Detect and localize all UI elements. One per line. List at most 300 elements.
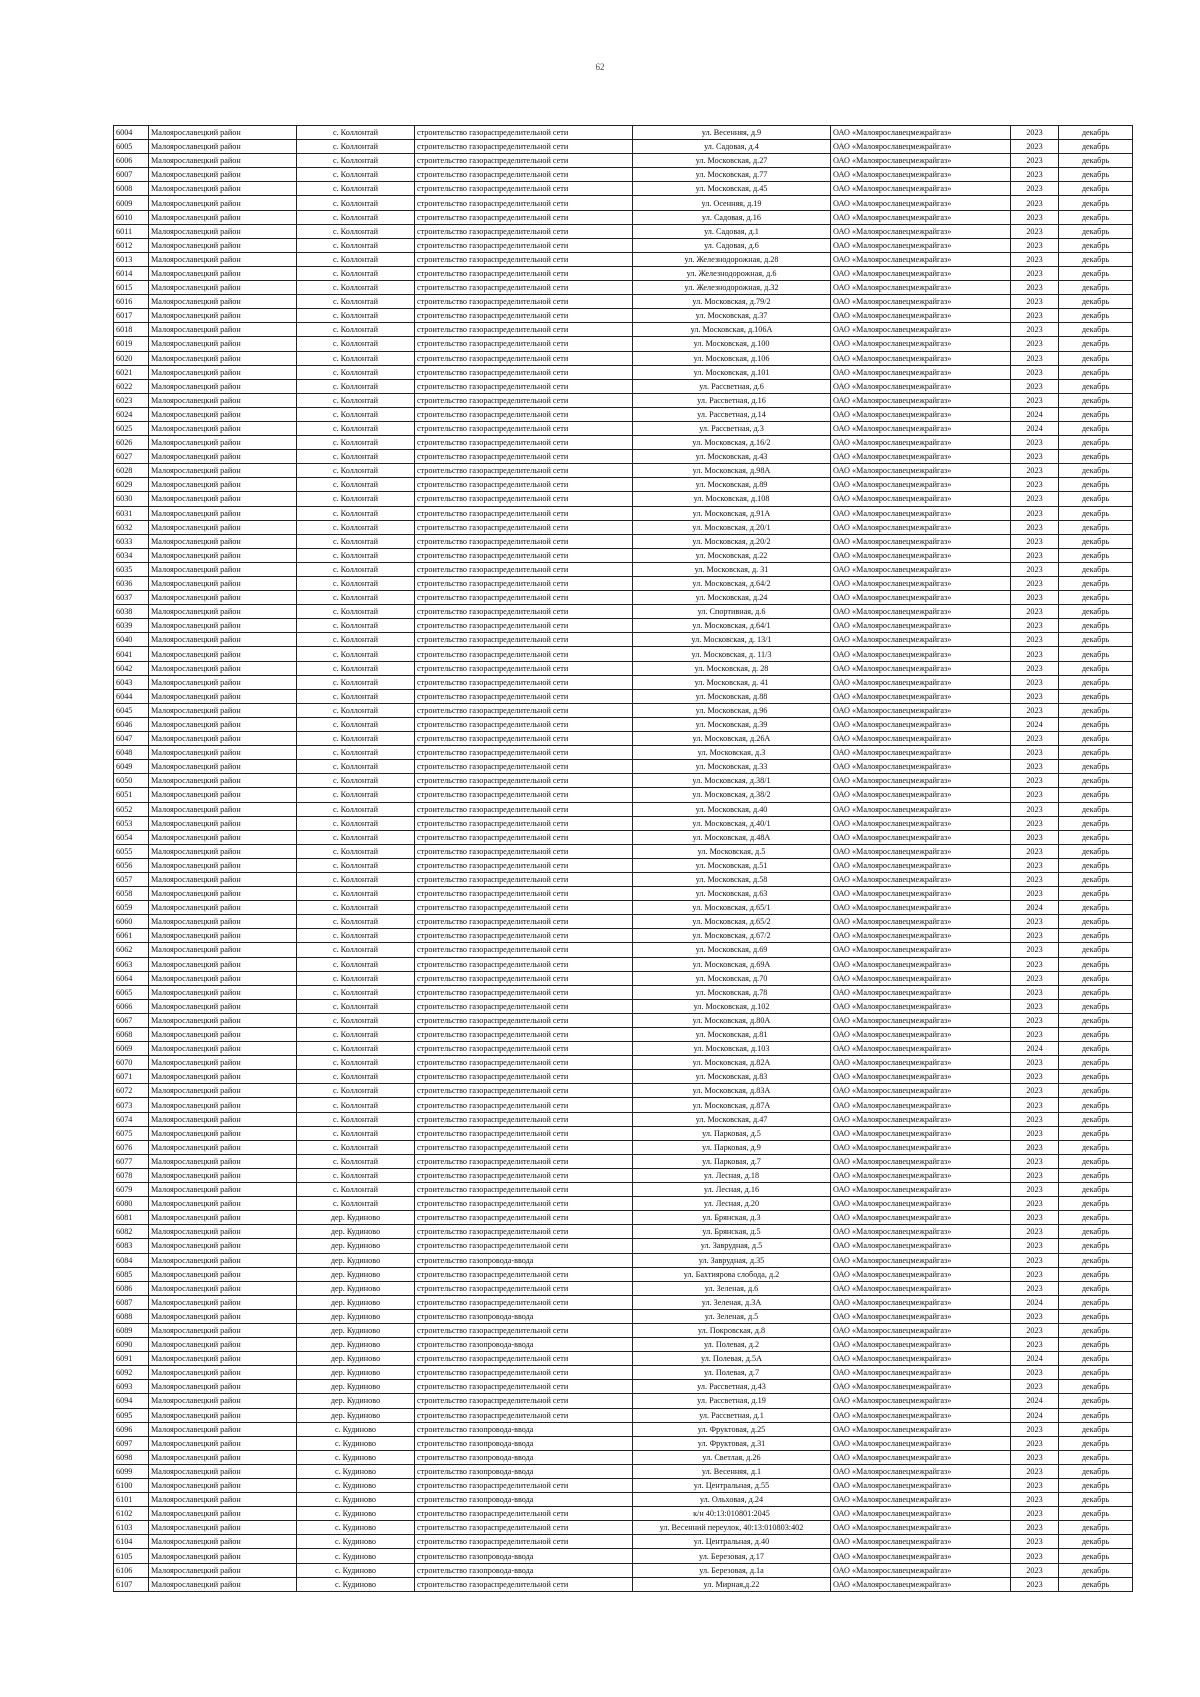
district-cell: Малоярославецкий район	[149, 1352, 297, 1366]
row-number: 6006	[114, 154, 149, 168]
district-cell: Малоярославецкий район	[149, 830, 297, 844]
district-cell: Малоярославецкий район	[149, 436, 297, 450]
organization-cell: ОАО «Малоярославецмежрайгаз»	[831, 887, 1011, 901]
settlement-cell: дер. Кудиново	[297, 1225, 415, 1239]
year-cell: 2023	[1011, 393, 1059, 407]
month-cell: декабрь	[1059, 816, 1133, 830]
address-cell: ул. Московская, д.48А	[633, 830, 831, 844]
year-cell: 2024	[1011, 421, 1059, 435]
row-number: 6039	[114, 619, 149, 633]
row-number: 6097	[114, 1436, 149, 1450]
settlement-cell: дер. Кудиново	[297, 1267, 415, 1281]
year-cell: 2023	[1011, 1267, 1059, 1281]
month-cell: декабрь	[1059, 915, 1133, 929]
table-row	[114, 872, 1133, 886]
address-cell: ул. Московская, д.26А	[633, 732, 831, 746]
year-cell: 2023	[1011, 774, 1059, 788]
table-row	[114, 1253, 1133, 1267]
year-cell: 2023	[1011, 1535, 1059, 1549]
organization-cell: ОАО «Малоярославецмежрайгаз»	[831, 1084, 1011, 1098]
settlement-cell: с. Коллонтай	[297, 281, 415, 295]
settlement-cell: дер. Кудиново	[297, 1366, 415, 1380]
table-row	[114, 675, 1133, 689]
page-number: 62	[595, 62, 605, 72]
organization-cell: ОАО «Малоярославецмежрайгаз»	[831, 1563, 1011, 1577]
row-number: 6071	[114, 1070, 149, 1084]
month-cell: декабрь	[1059, 478, 1133, 492]
address-cell: ул. Московская, д.98А	[633, 464, 831, 478]
work-type-cell: строительство газораспределительной сети	[415, 393, 633, 407]
work-type-cell: строительство газораспределительной сети	[415, 1394, 633, 1408]
district-cell: Малоярославецкий район	[149, 619, 297, 633]
row-number: 6008	[114, 182, 149, 196]
row-number: 6043	[114, 675, 149, 689]
address-cell: ул. Полевая, д.2	[633, 1338, 831, 1352]
month-cell: декабрь	[1059, 182, 1133, 196]
address-cell: ул. Рассветная, д.43	[633, 1380, 831, 1394]
address-cell: ул. Московская, д.96	[633, 703, 831, 717]
month-cell: декабрь	[1059, 393, 1133, 407]
settlement-cell: с. Коллонтай	[297, 872, 415, 886]
table-row	[114, 520, 1133, 534]
row-number: 6026	[114, 436, 149, 450]
address-cell: ул. Рассветная, д.16	[633, 393, 831, 407]
table-row	[114, 1577, 1133, 1591]
settlement-cell: дер. Кудиново	[297, 1309, 415, 1323]
district-cell: Малоярославецкий район	[149, 548, 297, 562]
district-cell: Малоярославецкий район	[149, 464, 297, 478]
settlement-cell: с. Коллонтай	[297, 1112, 415, 1126]
month-cell: декабрь	[1059, 450, 1133, 464]
district-cell: Малоярославецкий район	[149, 1154, 297, 1168]
month-cell: декабрь	[1059, 464, 1133, 478]
month-cell: декабрь	[1059, 1521, 1133, 1535]
work-type-cell: строительство газораспределительной сети	[415, 1168, 633, 1182]
table-row	[114, 591, 1133, 605]
row-number: 6092	[114, 1366, 149, 1380]
organization-cell: ОАО «Малоярославецмежрайгаз»	[831, 1028, 1011, 1042]
district-cell: Малоярославецкий район	[149, 1225, 297, 1239]
address-cell: ул. Весенняя, д.1	[633, 1464, 831, 1478]
organization-cell: ОАО «Малоярославецмежрайгаз»	[831, 661, 1011, 675]
district-cell: Малоярославецкий район	[149, 224, 297, 238]
address-cell: ул. Московская, д.39	[633, 717, 831, 731]
table-row	[114, 309, 1133, 323]
year-cell: 2023	[1011, 1098, 1059, 1112]
year-cell: 2023	[1011, 323, 1059, 337]
month-cell: декабрь	[1059, 675, 1133, 689]
table-row	[114, 238, 1133, 252]
organization-cell: ОАО «Малоярославецмежрайгаз»	[831, 872, 1011, 886]
year-cell: 2023	[1011, 154, 1059, 168]
row-number: 6075	[114, 1126, 149, 1140]
address-cell: ул. Железнодорожная, д.32	[633, 281, 831, 295]
year-cell: 2023	[1011, 309, 1059, 323]
row-number: 6046	[114, 717, 149, 731]
table-row	[114, 450, 1133, 464]
settlement-cell: с. Коллонтай	[297, 985, 415, 999]
settlement-cell: с. Кудиново	[297, 1493, 415, 1507]
settlement-cell: дер. Кудиново	[297, 1323, 415, 1337]
table-row	[114, 661, 1133, 675]
organization-cell: ОАО «Малоярославецмежрайгаз»	[831, 999, 1011, 1013]
row-number: 6069	[114, 1042, 149, 1056]
address-cell: ул. Московская, д.20/2	[633, 534, 831, 548]
settlement-cell: с. Коллонтай	[297, 619, 415, 633]
month-cell: декабрь	[1059, 1394, 1133, 1408]
district-cell: Малоярославецкий район	[149, 774, 297, 788]
organization-cell: ОАО «Малоярославецмежрайгаз»	[831, 915, 1011, 929]
address-cell: ул. Зеленая, д.3А	[633, 1295, 831, 1309]
year-cell: 2023	[1011, 224, 1059, 238]
organization-cell: ОАО «Малоярославецмежрайгаз»	[831, 957, 1011, 971]
month-cell: декабрь	[1059, 1422, 1133, 1436]
year-cell: 2023	[1011, 1464, 1059, 1478]
organization-cell: ОАО «Малоярославецмежрайгаз»	[831, 224, 1011, 238]
month-cell: декабрь	[1059, 1380, 1133, 1394]
district-cell: Малоярославецкий район	[149, 252, 297, 266]
table-row	[114, 1521, 1133, 1535]
year-cell: 2023	[1011, 337, 1059, 351]
month-cell: декабрь	[1059, 168, 1133, 182]
address-cell: ул. Лесная, д.16	[633, 1183, 831, 1197]
table-row	[114, 140, 1133, 154]
month-cell: декабрь	[1059, 1267, 1133, 1281]
month-cell: декабрь	[1059, 379, 1133, 393]
work-type-cell: строительство газораспределительной сети	[415, 365, 633, 379]
month-cell: декабрь	[1059, 802, 1133, 816]
address-cell: ул. Московская, д. 13/1	[633, 633, 831, 647]
organization-cell: ОАО «Малоярославецмежрайгаз»	[831, 182, 1011, 196]
month-cell: декабрь	[1059, 1436, 1133, 1450]
table-row	[114, 1338, 1133, 1352]
work-type-cell: строительство газораспределительной сети	[415, 1013, 633, 1027]
district-cell: Малоярославецкий район	[149, 1126, 297, 1140]
address-cell: ул. Бахтиярова слобода, д.2	[633, 1267, 831, 1281]
district-cell: Малоярославецкий район	[149, 901, 297, 915]
year-cell: 2023	[1011, 548, 1059, 562]
month-cell: декабрь	[1059, 858, 1133, 872]
address-cell: ул. Полевая, д.5А	[633, 1352, 831, 1366]
month-cell: декабрь	[1059, 1563, 1133, 1577]
year-cell: 2023	[1011, 520, 1059, 534]
organization-cell: ОАО «Малоярославецмежрайгаз»	[831, 717, 1011, 731]
organization-cell: ОАО «Малоярославецмежрайгаз»	[831, 393, 1011, 407]
settlement-cell: с. Коллонтай	[297, 140, 415, 154]
year-cell: 2023	[1011, 436, 1059, 450]
month-cell: декабрь	[1059, 224, 1133, 238]
settlement-cell: с. Коллонтай	[297, 1028, 415, 1042]
address-cell: ул. Рассветная, д.19	[633, 1394, 831, 1408]
district-cell: Малоярославецкий район	[149, 999, 297, 1013]
row-number: 6041	[114, 647, 149, 661]
address-cell: ул. Рассветная, д.3	[633, 421, 831, 435]
table-row	[114, 1493, 1133, 1507]
organization-cell: ОАО «Малоярославецмежрайгаз»	[831, 858, 1011, 872]
row-number: 6062	[114, 943, 149, 957]
table-row	[114, 971, 1133, 985]
district-cell: Малоярославецкий район	[149, 1197, 297, 1211]
settlement-cell: с. Кудиново	[297, 1464, 415, 1478]
table-row	[114, 1028, 1133, 1042]
district-cell: Малоярославецкий район	[149, 1535, 297, 1549]
row-number: 6094	[114, 1394, 149, 1408]
month-cell: декабрь	[1059, 689, 1133, 703]
address-cell: ул. Московская, д.63	[633, 887, 831, 901]
organization-cell: ОАО «Малоярославецмежрайгаз»	[831, 126, 1011, 140]
settlement-cell: с. Коллонтай	[297, 605, 415, 619]
table-row	[114, 1154, 1133, 1168]
month-cell: декабрь	[1059, 1013, 1133, 1027]
address-cell: ул. Московская, д.106	[633, 351, 831, 365]
work-type-cell: строительство газораспределительной сети	[415, 492, 633, 506]
settlement-cell: дер. Кудиново	[297, 1394, 415, 1408]
month-cell: декабрь	[1059, 999, 1133, 1013]
work-type-cell: строительство газораспределительной сети	[415, 605, 633, 619]
address-cell: ул. Московская, д.67/2	[633, 929, 831, 943]
district-cell: Малоярославецкий район	[149, 520, 297, 534]
work-type-cell: строительство газопровода-ввода	[415, 1253, 633, 1267]
row-number: 6058	[114, 887, 149, 901]
row-number: 6040	[114, 633, 149, 647]
organization-cell: ОАО «Малоярославецмежрайгаз»	[831, 1549, 1011, 1563]
year-cell: 2023	[1011, 788, 1059, 802]
year-cell: 2023	[1011, 689, 1059, 703]
address-cell: ул. Московская, д.69А	[633, 957, 831, 971]
work-type-cell: строительство газораспределительной сети	[415, 1295, 633, 1309]
work-type-cell: строительство газораспределительной сети	[415, 1352, 633, 1366]
row-number: 6104	[114, 1535, 149, 1549]
month-cell: декабрь	[1059, 436, 1133, 450]
work-type-cell: строительство газораспределительной сети	[415, 858, 633, 872]
row-number: 6030	[114, 492, 149, 506]
work-type-cell: строительство газораспределительной сети	[415, 760, 633, 774]
organization-cell: ОАО «Малоярославецмежрайгаз»	[831, 365, 1011, 379]
work-type-cell: строительство газораспределительной сети	[415, 633, 633, 647]
work-type-cell: строительство газораспределительной сети	[415, 548, 633, 562]
district-cell: Малоярославецкий район	[149, 802, 297, 816]
work-type-cell: строительство газораспределительной сети	[415, 971, 633, 985]
table-row	[114, 1013, 1133, 1027]
work-type-cell: строительство газораспределительной сети	[415, 985, 633, 999]
row-number: 6085	[114, 1267, 149, 1281]
month-cell: декабрь	[1059, 1126, 1133, 1140]
district-cell: Малоярославецкий район	[149, 450, 297, 464]
district-cell: Малоярославецкий район	[149, 140, 297, 154]
row-number: 6078	[114, 1168, 149, 1182]
month-cell: декабрь	[1059, 1366, 1133, 1380]
district-cell: Малоярославецкий район	[149, 1436, 297, 1450]
month-cell: декабрь	[1059, 760, 1133, 774]
district-cell: Малоярославецкий район	[149, 1098, 297, 1112]
row-number: 6034	[114, 548, 149, 562]
address-cell: ул. Московская, д.40	[633, 802, 831, 816]
settlement-cell: с. Коллонтай	[297, 266, 415, 280]
settlement-cell: дер. Кудиново	[297, 1352, 415, 1366]
settlement-cell: с. Коллонтай	[297, 971, 415, 985]
organization-cell: ОАО «Малоярославецмежрайгаз»	[831, 1154, 1011, 1168]
row-number: 6024	[114, 407, 149, 421]
address-cell: ул. Московская, д.24	[633, 591, 831, 605]
work-type-cell: строительство газораспределительной сети	[415, 816, 633, 830]
row-number: 6088	[114, 1309, 149, 1323]
year-cell: 2023	[1011, 295, 1059, 309]
district-cell: Малоярославецкий район	[149, 210, 297, 224]
district-cell: Малоярославецкий район	[149, 196, 297, 210]
organization-cell: ОАО «Малоярославецмежрайгаз»	[831, 309, 1011, 323]
work-type-cell: строительство газораспределительной сети	[415, 746, 633, 760]
organization-cell: ОАО «Малоярославецмежрайгаз»	[831, 506, 1011, 520]
year-cell: 2023	[1011, 633, 1059, 647]
district-cell: Малоярославецкий район	[149, 1056, 297, 1070]
table-row	[114, 295, 1133, 309]
address-cell: ул. Московская, д. 11/3	[633, 647, 831, 661]
row-number: 6038	[114, 605, 149, 619]
table-row	[114, 506, 1133, 520]
district-cell: Малоярославецкий район	[149, 887, 297, 901]
address-cell: ул. Парковая, д.7	[633, 1154, 831, 1168]
organization-cell: ОАО «Малоярославецмежрайгаз»	[831, 1422, 1011, 1436]
month-cell: декабрь	[1059, 1183, 1133, 1197]
year-cell: 2023	[1011, 1126, 1059, 1140]
settlement-cell: с. Коллонтай	[297, 915, 415, 929]
row-number: 6018	[114, 323, 149, 337]
year-cell: 2024	[1011, 1408, 1059, 1422]
address-cell: ул. Садовая, д.16	[633, 210, 831, 224]
month-cell: декабрь	[1059, 929, 1133, 943]
table-row	[114, 224, 1133, 238]
district-cell: Малоярославецкий район	[149, 1408, 297, 1422]
table-row	[114, 281, 1133, 295]
row-number: 6107	[114, 1577, 149, 1591]
settlement-cell: с. Коллонтай	[297, 999, 415, 1013]
year-cell: 2023	[1011, 915, 1059, 929]
year-cell: 2023	[1011, 1154, 1059, 1168]
work-type-cell: строительство газораспределительной сети	[415, 168, 633, 182]
work-type-cell: строительство газораспределительной сети	[415, 1042, 633, 1056]
work-type-cell: строительство газораспределительной сети	[415, 1507, 633, 1521]
work-type-cell: строительство газораспределительной сети	[415, 210, 633, 224]
year-cell: 2023	[1011, 619, 1059, 633]
settlement-cell: с. Кудиново	[297, 1507, 415, 1521]
year-cell: 2023	[1011, 168, 1059, 182]
organization-cell: ОАО «Малоярославецмежрайгаз»	[831, 591, 1011, 605]
district-cell: Малоярославецкий район	[149, 591, 297, 605]
work-type-cell: строительство газопровода-ввода	[415, 1338, 633, 1352]
table-row	[114, 1408, 1133, 1422]
year-cell: 2023	[1011, 450, 1059, 464]
year-cell: 2023	[1011, 1225, 1059, 1239]
organization-cell: ОАО «Малоярославецмежрайгаз»	[831, 1380, 1011, 1394]
month-cell: декабрь	[1059, 196, 1133, 210]
year-cell: 2023	[1011, 562, 1059, 576]
address-cell: ул. Московская, д.102	[633, 999, 831, 1013]
year-cell: 2023	[1011, 844, 1059, 858]
row-number: 6081	[114, 1211, 149, 1225]
row-number: 6061	[114, 929, 149, 943]
settlement-cell: с. Коллонтай	[297, 746, 415, 760]
table-row	[114, 816, 1133, 830]
table-row	[114, 1295, 1133, 1309]
year-cell: 2023	[1011, 1140, 1059, 1154]
organization-cell: ОАО «Малоярославецмежрайгаз»	[831, 901, 1011, 915]
district-cell: Малоярославецкий район	[149, 295, 297, 309]
address-cell: ул. Московская, д.27	[633, 154, 831, 168]
district-cell: Малоярославецкий район	[149, 689, 297, 703]
row-number: 6065	[114, 985, 149, 999]
organization-cell: ОАО «Малоярославецмежрайгаз»	[831, 1366, 1011, 1380]
district-cell: Малоярославецкий район	[149, 1493, 297, 1507]
address-cell: ул. Осенняя, д.19	[633, 196, 831, 210]
year-cell: 2023	[1011, 1507, 1059, 1521]
settlement-cell: с. Кудиново	[297, 1563, 415, 1577]
address-cell: ул. Светлая, д.26	[633, 1450, 831, 1464]
work-type-cell: строительство газораспределительной сети	[415, 1239, 633, 1253]
year-cell: 2023	[1011, 1070, 1059, 1084]
work-type-cell: строительство газораспределительной сети	[415, 281, 633, 295]
table-row	[114, 168, 1133, 182]
row-number: 6023	[114, 393, 149, 407]
row-number: 6089	[114, 1323, 149, 1337]
settlement-cell: с. Коллонтай	[297, 760, 415, 774]
district-cell: Малоярославецкий район	[149, 1281, 297, 1295]
table-row	[114, 548, 1133, 562]
address-cell: ул. Московская, д.3	[633, 746, 831, 760]
gasification-registry-table	[113, 125, 1133, 1592]
table-row	[114, 1479, 1133, 1493]
month-cell: декабрь	[1059, 1352, 1133, 1366]
row-number: 6106	[114, 1563, 149, 1577]
year-cell: 2023	[1011, 732, 1059, 746]
work-type-cell: строительство газораспределительной сети	[415, 1056, 633, 1070]
year-cell: 2023	[1011, 647, 1059, 661]
organization-cell: ОАО «Малоярославецмежрайгаз»	[831, 1577, 1011, 1591]
settlement-cell: с. Коллонтай	[297, 309, 415, 323]
organization-cell: ОАО «Малоярославецмежрайгаз»	[831, 1211, 1011, 1225]
work-type-cell: строительство газораспределительной сети	[415, 1323, 633, 1337]
year-cell: 2023	[1011, 816, 1059, 830]
month-cell: декабрь	[1059, 1070, 1133, 1084]
table-row	[114, 760, 1133, 774]
settlement-cell: с. Коллонтай	[297, 534, 415, 548]
organization-cell: ОАО «Малоярославецмежрайгаз»	[831, 1507, 1011, 1521]
month-cell: декабрь	[1059, 901, 1133, 915]
district-cell: Малоярославецкий район	[149, 1521, 297, 1535]
work-type-cell: строительство газораспределительной сети	[415, 717, 633, 731]
work-type-cell: строительство газораспределительной сети	[415, 478, 633, 492]
year-cell: 2024	[1011, 407, 1059, 421]
row-number: 6016	[114, 295, 149, 309]
year-cell: 2023	[1011, 365, 1059, 379]
settlement-cell: с. Коллонтай	[297, 506, 415, 520]
row-number: 6079	[114, 1183, 149, 1197]
row-number: 6032	[114, 520, 149, 534]
table-row	[114, 689, 1133, 703]
settlement-cell: с. Коллонтай	[297, 732, 415, 746]
month-cell: декабрь	[1059, 844, 1133, 858]
month-cell: декабрь	[1059, 351, 1133, 365]
row-number: 6077	[114, 1154, 149, 1168]
settlement-cell: с. Коллонтай	[297, 633, 415, 647]
month-cell: декабрь	[1059, 1464, 1133, 1478]
table-row	[114, 562, 1133, 576]
address-cell: ул. Брянская, д.3	[633, 1211, 831, 1225]
year-cell: 2023	[1011, 478, 1059, 492]
district-cell: Малоярославецкий район	[149, 633, 297, 647]
row-number: 6095	[114, 1408, 149, 1422]
address-cell: ул. Заврудная, д.5	[633, 1239, 831, 1253]
work-type-cell: строительство газораспределительной сети	[415, 1408, 633, 1422]
